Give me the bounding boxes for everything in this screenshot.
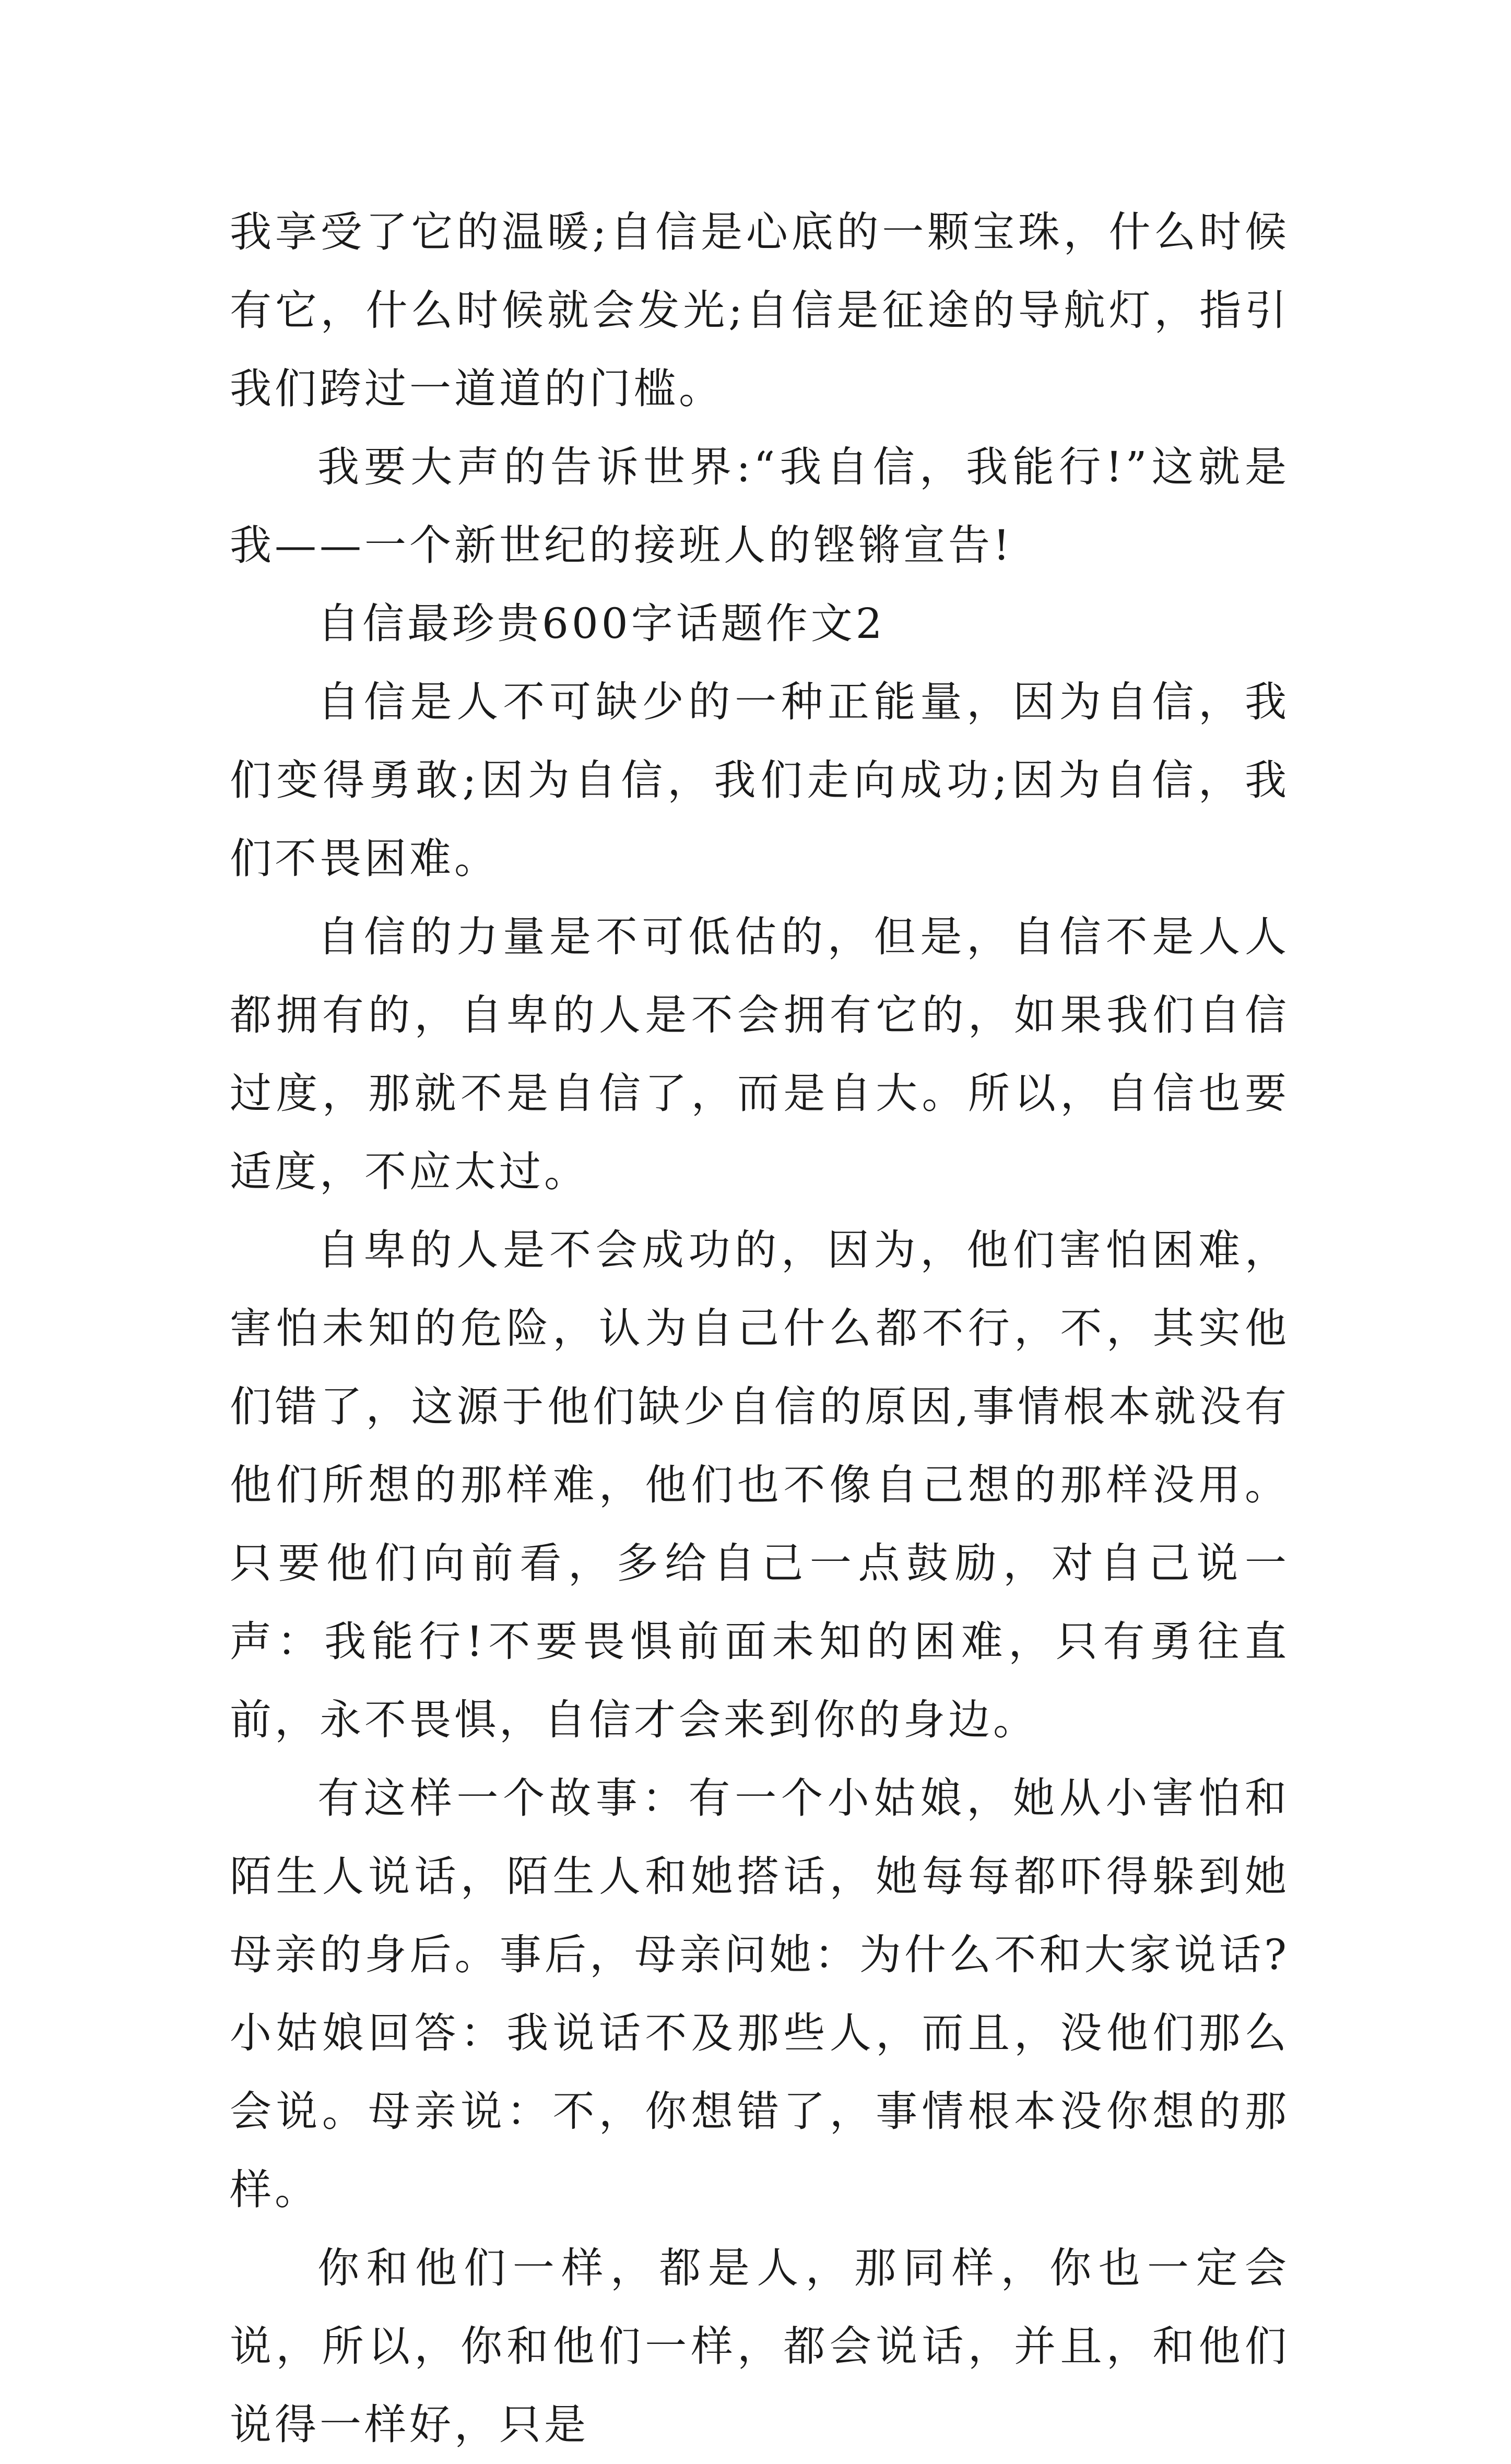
paragraph-6: 有这样一个故事：有一个小姑娘，她从小害怕和陌生人说话，陌生人和她搭话，她每每都吓得躲到她母亲的身后。事后，母亲问她：为什么不和大家说话?小姑娘回答：我说话不及那些人，而且，没他们那么会说。母亲说：不，你想错了，事情根本没你想的那样。	[230, 1774, 1290, 2214]
paragraph-5: 自卑的人是不会成功的，因为，他们害怕困难，害怕未知的危险，认为自己什么都不行，不，其实他们错了，这源于他们缺少自信的原因,事情根本就没有他们所想的那样难，他们也不像自己想的那样没用。只要他们向前看，多给自己一点鼓励，对自己说一声：我能行!不要畏惧前面未知的困难，只有勇往直前，永不畏惧，自信才会来到你的身边。	[230, 1226, 1290, 1744]
paragraph-1: 我享受了它的温暖;自信是心底的一颗宝珠，什么时候有它，什么时候就会发光;自信是征途的导航灯，指引我们跨过一道道的门槛。	[230, 208, 1290, 413]
paragraph-2: 我要大声的告诉世界:“我自信，我能行!”这就是我——一个新世纪的接班人的铿锵宣告!	[230, 443, 1290, 570]
paragraph-7: 你和他们一样，都是人，那同样，你也一定会说，所以，你和他们一样，都会说话，并且，和他们说得一样好，只是	[230, 2244, 1290, 2449]
paragraph-4: 自信的力量是不可低估的，但是，自信不是人人都拥有的，自卑的人是不会拥有它的，如果我们自信过度，那就不是自信了，而是自大。所以，自信也要适度，不应太过。	[230, 913, 1290, 1196]
document-body	[230, 193, 1290, 2464]
section-heading: 自信最珍贵600字话题作文2	[317, 599, 886, 648]
paragraph-3: 自信是人不可缺少的一种正能量，因为自信，我们变得勇敢;因为自信，我们走向成功;因为自信，我们不畏困难。	[230, 678, 1290, 883]
